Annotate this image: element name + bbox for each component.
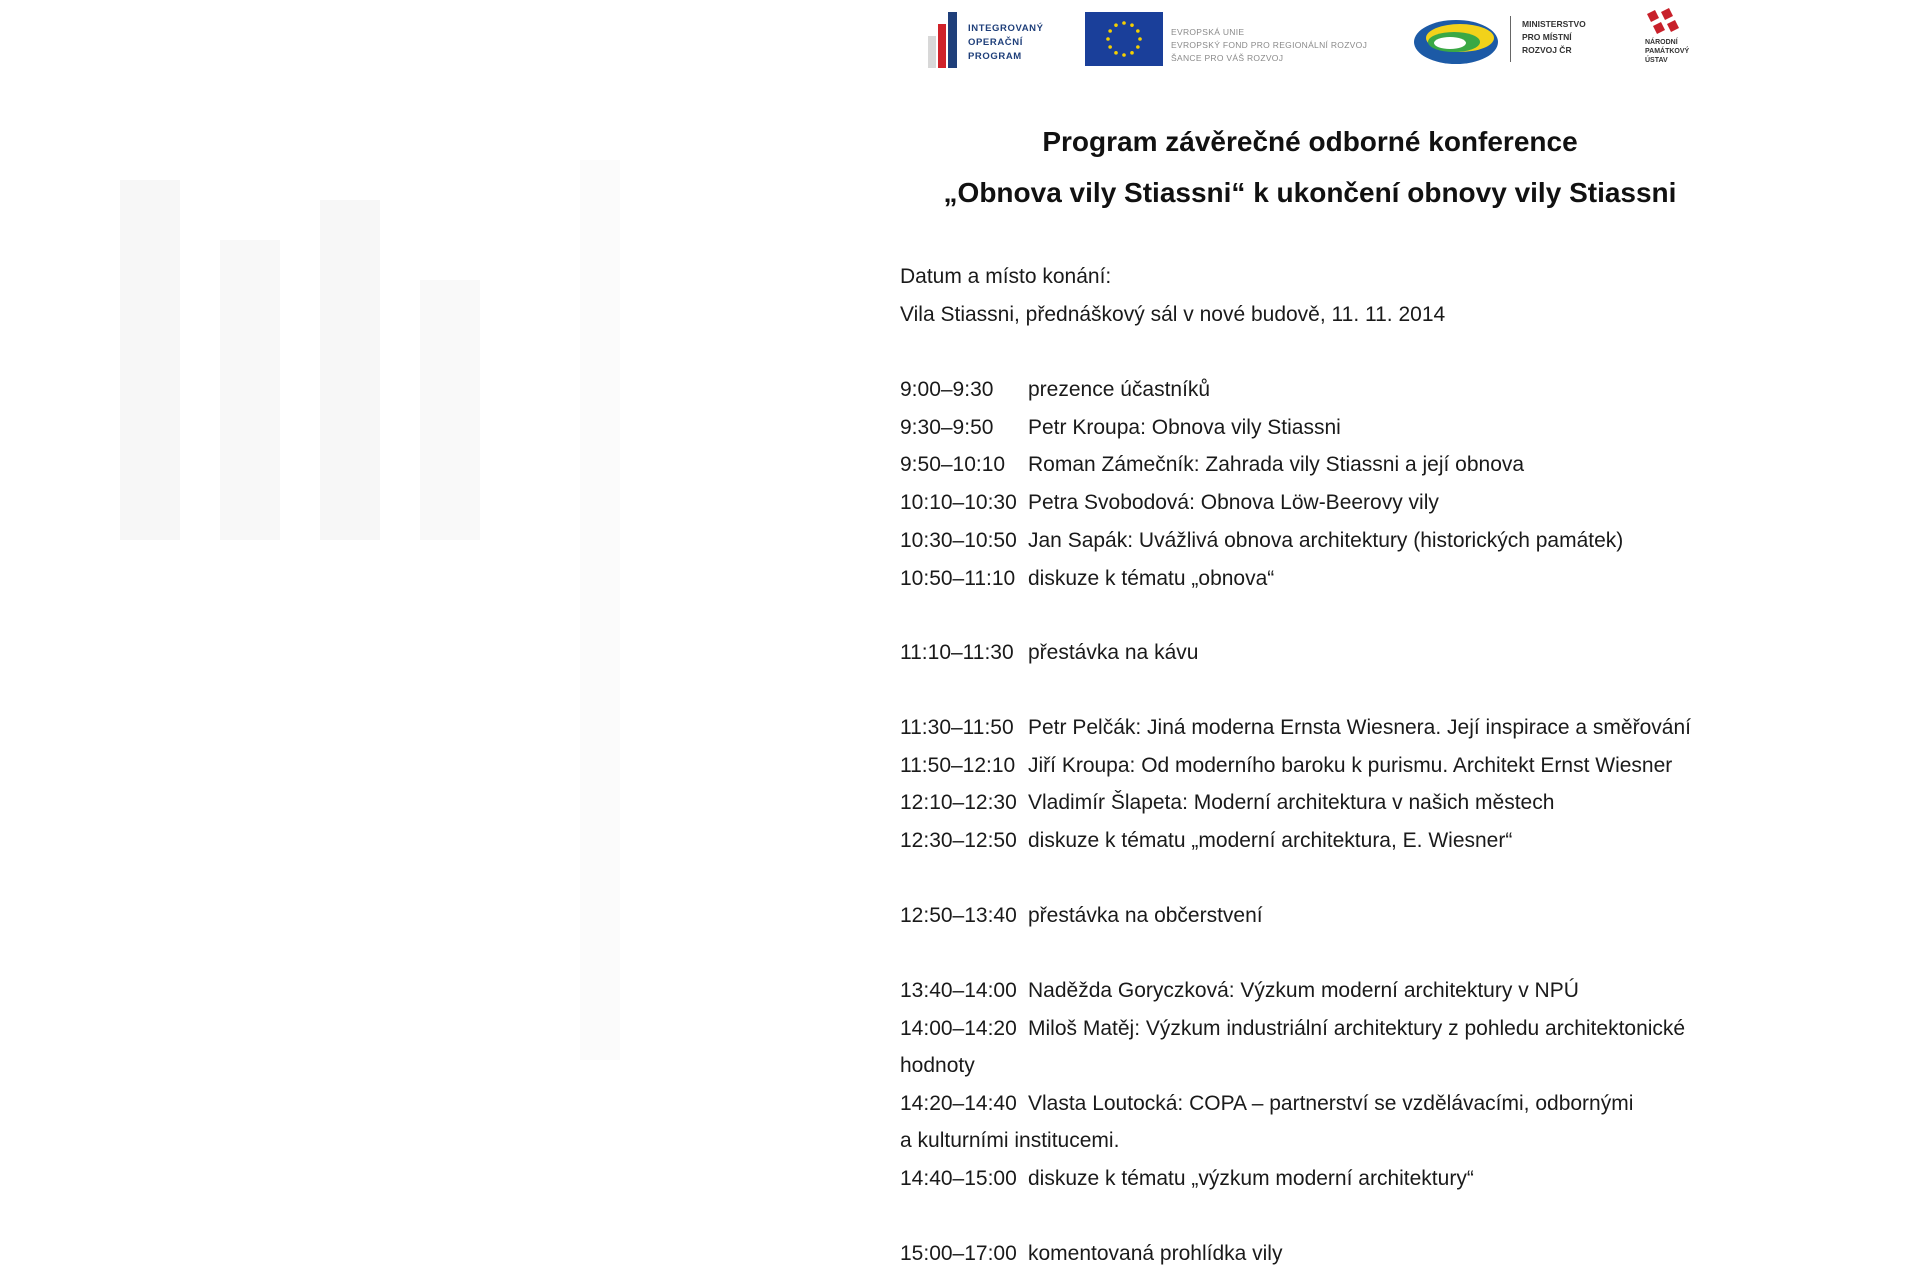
schedule-description: Miloš Matěj: Výzkum industriální architektury z pohledu architektonické <box>1028 1017 1686 1040</box>
schedule-time: 11:30–11:50 <box>900 716 1014 739</box>
schedule-time: 10:30–10:50 <box>900 529 1017 552</box>
mmr-logo-text: MINISTERSTVO PRO MÍSTNÍ ROZVOJ ČR <box>1522 19 1586 55</box>
schedule-description: hodnoty <box>900 1054 975 1077</box>
schedule-description: Naděžda Goryczková: Výzkum moderní architektury v NPÚ <box>1028 979 1579 1002</box>
schedule-description: diskuze k tématu „obnova“ <box>1028 567 1275 590</box>
eu-logo-text: EVROPSKÁ UNIE EVROPSKÝ FOND PRO REGIONÁLNÍ ROZVOJ ŠANCE PRO VÁŠ ROZVOJ <box>1171 27 1368 63</box>
document-title: Program závěrečné odborné konference <box>1042 126 1578 157</box>
eu-star <box>1114 23 1118 27</box>
iop-logo-text: INTEGROVANÝ OPERAČNÍ PROGRAM <box>968 23 1044 62</box>
schedule-time: 12:30–12:50 <box>900 829 1017 852</box>
schedule-item <box>900 1242 1720 1273</box>
schedule-item <box>900 567 1720 605</box>
schedule-description: Jiří Kroupa: Od moderního baroku k purismu. Architekt Ernst Wiesner <box>1028 754 1673 777</box>
eu-star <box>1136 45 1140 49</box>
schedule-time: 10:10–10:30 <box>900 491 1017 514</box>
eu-star <box>1108 45 1112 49</box>
venue-value: Vila Stiassni, přednáškový sál v nové budově, 11. 11. 2014 <box>900 303 1446 326</box>
iop-logo <box>920 8 1070 70</box>
schedule-description: Vlasta Loutocká: COPA – partnerství se vzdělávacími, odbornými <box>1028 1092 1634 1115</box>
logo-strip <box>920 8 1720 74</box>
schedule-item <box>900 416 1720 454</box>
schedule-time: 9:30–9:50 <box>900 416 994 439</box>
schedule-time: 15:00–17:00 <box>900 1242 1017 1265</box>
schedule-description: Vladimír Šlapeta: Moderní architektura v našich městech <box>1028 791 1555 814</box>
schedule-time: 13:40–14:00 <box>900 979 1017 1002</box>
mmr-logo <box>1410 8 1610 70</box>
schedule-description: prezence účastníků <box>1028 378 1211 401</box>
schedule-time: 11:10–11:30 <box>900 641 1014 664</box>
schedule-time: 11:50–12:10 <box>900 754 1016 777</box>
schedule-time: 9:00–9:30 <box>900 378 994 401</box>
schedule-time: 14:20–14:40 <box>900 1092 1017 1115</box>
schedule-description: Petra Svobodová: Obnova Löw-Beerovy vily <box>1028 491 1439 514</box>
iop-bars-icon <box>928 12 960 68</box>
schedule-time: 14:40–15:00 <box>900 1167 1017 1190</box>
schedule-item <box>900 453 1720 491</box>
eu-star <box>1130 23 1134 27</box>
schedule-item <box>900 529 1720 567</box>
schedule-item <box>900 491 1720 529</box>
document-subtitle: „Obnova vily Stiassni“ k ukončení obnovy vily Stiassni <box>943 177 1677 208</box>
eu-star <box>1122 53 1126 57</box>
schedule-description: diskuze k tématu „moderní architektura, E. Wiesner“ <box>1028 829 1513 852</box>
eu-star <box>1136 29 1140 33</box>
schedule-description: Petr Pelčák: Jiná moderna Ernsta Wiesnera. Její inspirace a směřování <box>1028 716 1691 739</box>
schedule-description: Roman Zámečník: Zahrada vily Stiassni a její obnova <box>1028 453 1525 476</box>
schedule-description: komentovaná prohlídka vily <box>1028 1242 1283 1265</box>
schedule-item <box>900 904 1720 942</box>
schedule-item-continuation <box>900 1054 1720 1092</box>
npu-mark-icon <box>1641 8 1685 38</box>
mmr-swoosh-icon <box>1410 12 1502 68</box>
schedule-time: 9:50–10:10 <box>900 453 1006 476</box>
schedule-item <box>900 716 1720 754</box>
eu-star <box>1122 21 1126 25</box>
eu-star <box>1114 51 1118 55</box>
schedule-item <box>900 1017 1720 1055</box>
schedule-item <box>900 641 1720 679</box>
schedule-item <box>900 979 1720 1017</box>
schedule-time: 10:50–11:10 <box>900 567 1016 590</box>
schedule-description: přestávka na kávu <box>1028 641 1199 664</box>
schedule-item-continuation <box>900 1129 1720 1167</box>
npu-logo-text: NÁRODNÍ PAMÁTKOVÝ ÚSTAV <box>1645 39 1690 64</box>
schedule-item <box>900 754 1720 792</box>
eu-star <box>1108 29 1112 33</box>
background-watermark <box>40 40 860 1240</box>
npu-logo <box>1635 8 1715 74</box>
eu-star <box>1138 37 1142 41</box>
schedule-time: 12:50–13:40 <box>900 904 1017 927</box>
venue-label: Datum a místo konání: <box>900 265 1112 288</box>
eu-star <box>1106 37 1110 41</box>
schedule-description: a kulturními institucemi. <box>900 1129 1120 1152</box>
schedule-description: Petr Kroupa: Obnova vily Stiassni <box>1028 416 1341 439</box>
schedule-item <box>900 1092 1720 1130</box>
schedule-item <box>900 1167 1720 1205</box>
schedule-description: Jan Sapák: Uvážlivá obnova architektury (historických památek) <box>1028 529 1624 552</box>
schedule-item <box>900 829 1720 867</box>
mmr-divider <box>1510 16 1511 62</box>
schedule-item <box>900 378 1720 416</box>
schedule-time: 14:00–14:20 <box>900 1017 1017 1040</box>
eu-logo <box>1085 8 1385 70</box>
schedule-item <box>900 791 1720 829</box>
schedule-description: diskuze k tématu „výzkum moderní architektury“ <box>1028 1167 1474 1190</box>
eu-flag-icon <box>1085 12 1163 66</box>
schedule-time: 12:10–12:30 <box>900 791 1017 814</box>
schedule-description: přestávka na občerstvení <box>1028 904 1263 927</box>
eu-star <box>1130 51 1134 55</box>
